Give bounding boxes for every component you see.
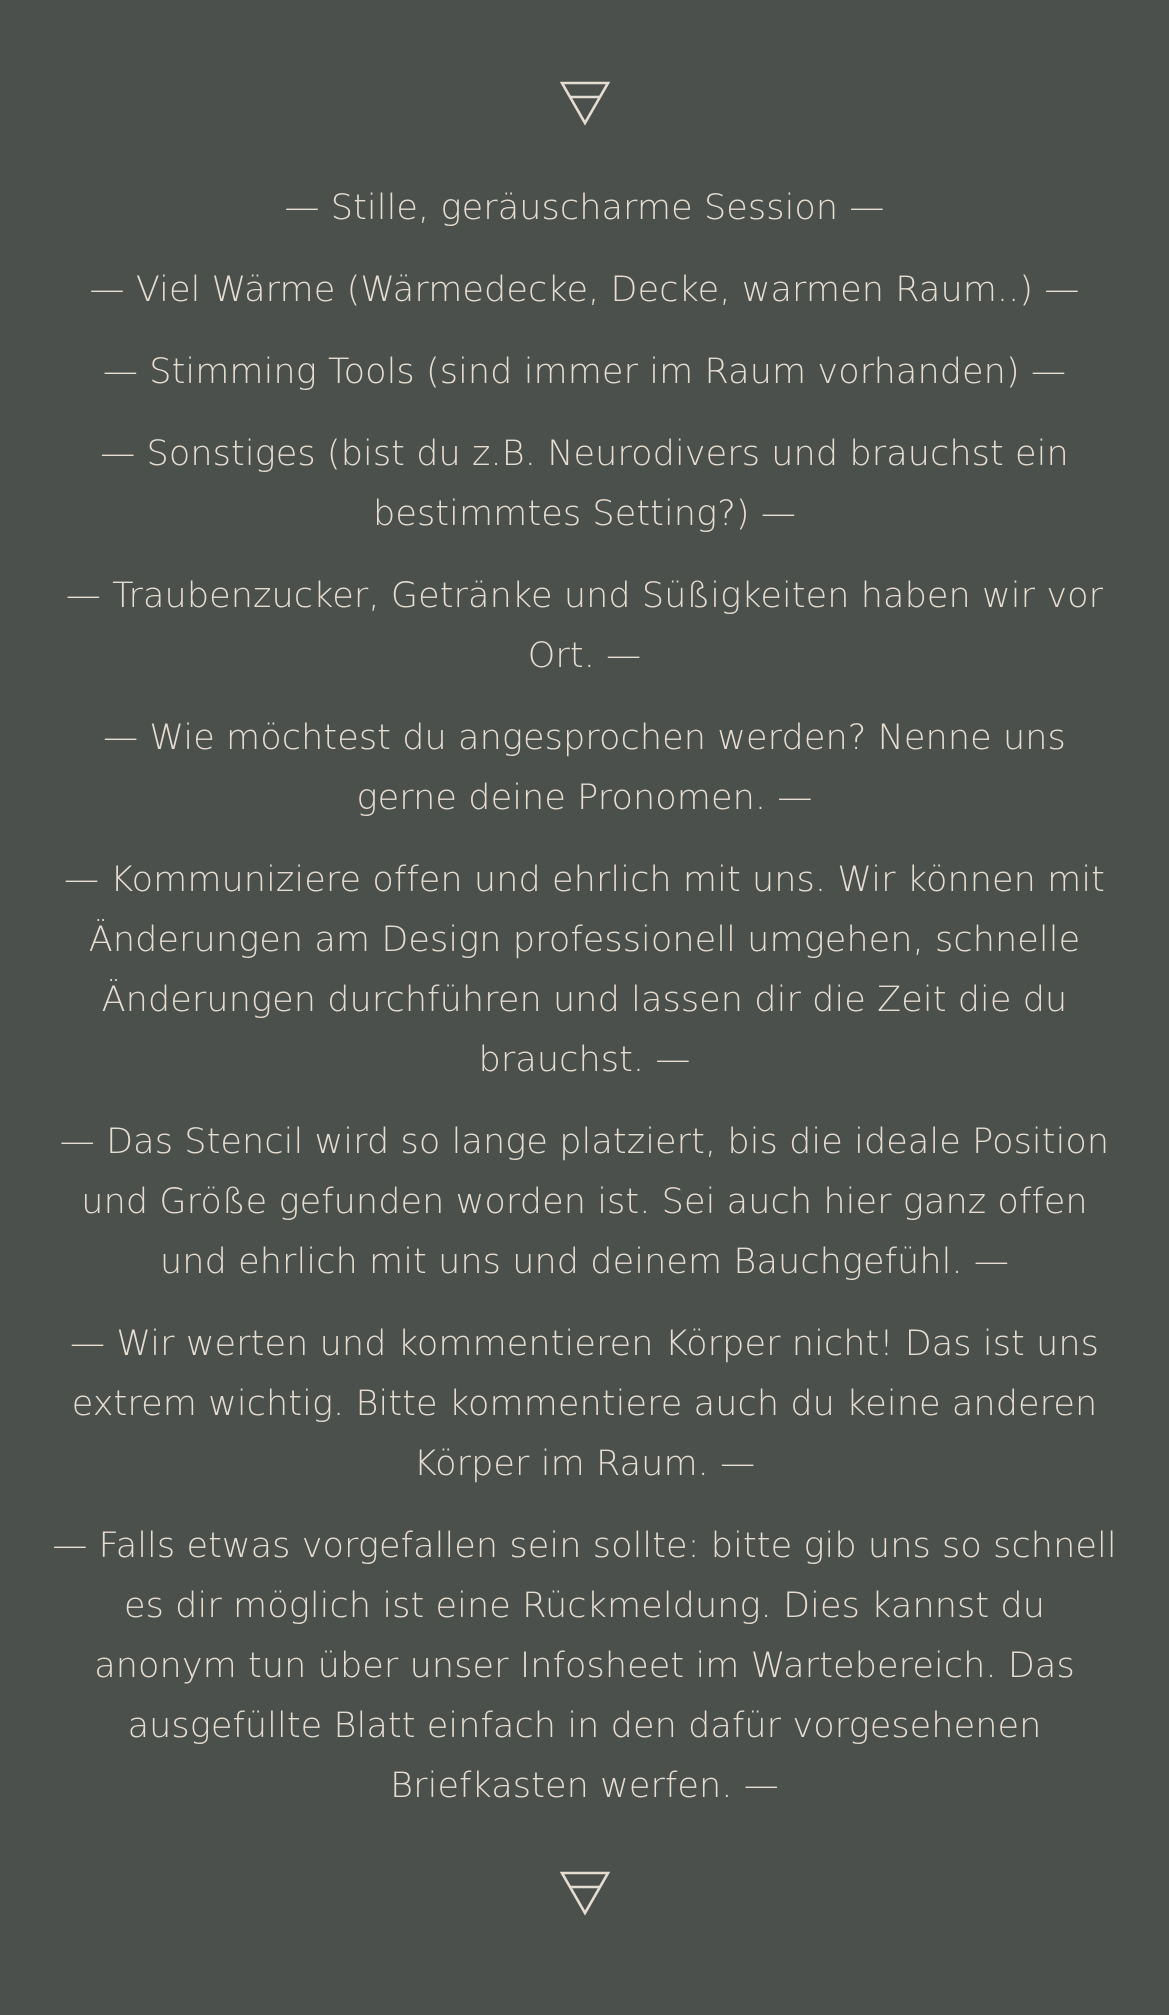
list-item: — Traubenzucker, Getränke und Süßigkeiten haben wir vor Ort. —: [65, 576, 1104, 676]
list-item: — Stille, geräuscharme Session —: [284, 188, 885, 228]
triangle-down-icon: [559, 1870, 611, 1916]
info-list: [38, 178, 1131, 1816]
list-item: — Falls etwas vorgefallen sein sollte: bitte gib uns so schnell es dir möglich ist eine Rückmeldung. Dies kannst du anonym tun über unser Infosheet im Wartebereich. Das ausgefüllte Blatt einfach in den dafür vorgesehenen Briefkasten werfen. —: [52, 1526, 1117, 1806]
list-item: — Kommuniziere offen und ehrlich mit uns. Wir können mit Änderungen am Design professionell umgehen, schnelle Änderungen durchführen und lassen dir die Zeit die du brauchst. —: [63, 860, 1106, 1080]
triangle-down-icon: [559, 80, 611, 126]
list-item: — Wie möchtest du angesprochen werden? Nenne uns gerne deine Pronomen. —: [103, 718, 1066, 818]
list-item: — Viel Wärme (Wärmedecke, Decke, warmen Raum..) —: [89, 270, 1080, 310]
list-item: — Sonstiges (bist du z.B. Neurodivers und brauchst ein bestimmtes Setting?) —: [100, 434, 1069, 534]
list-item: — Das Stencil wird so lange platziert, bis die ideale Position und Größe gefunden worden ist. Sei auch hier ganz offen und ehrlich mit uns und deinem Bauchgefühl. —: [59, 1122, 1110, 1282]
list-item: — Stimming Tools (sind immer im Raum vorhanden) —: [102, 352, 1067, 392]
list-item: — Wir werten und kommentieren Körper nicht! Das ist uns extrem wichtig. Bitte kommentiere auch du keine anderen Körper im Raum. —: [70, 1324, 1099, 1484]
